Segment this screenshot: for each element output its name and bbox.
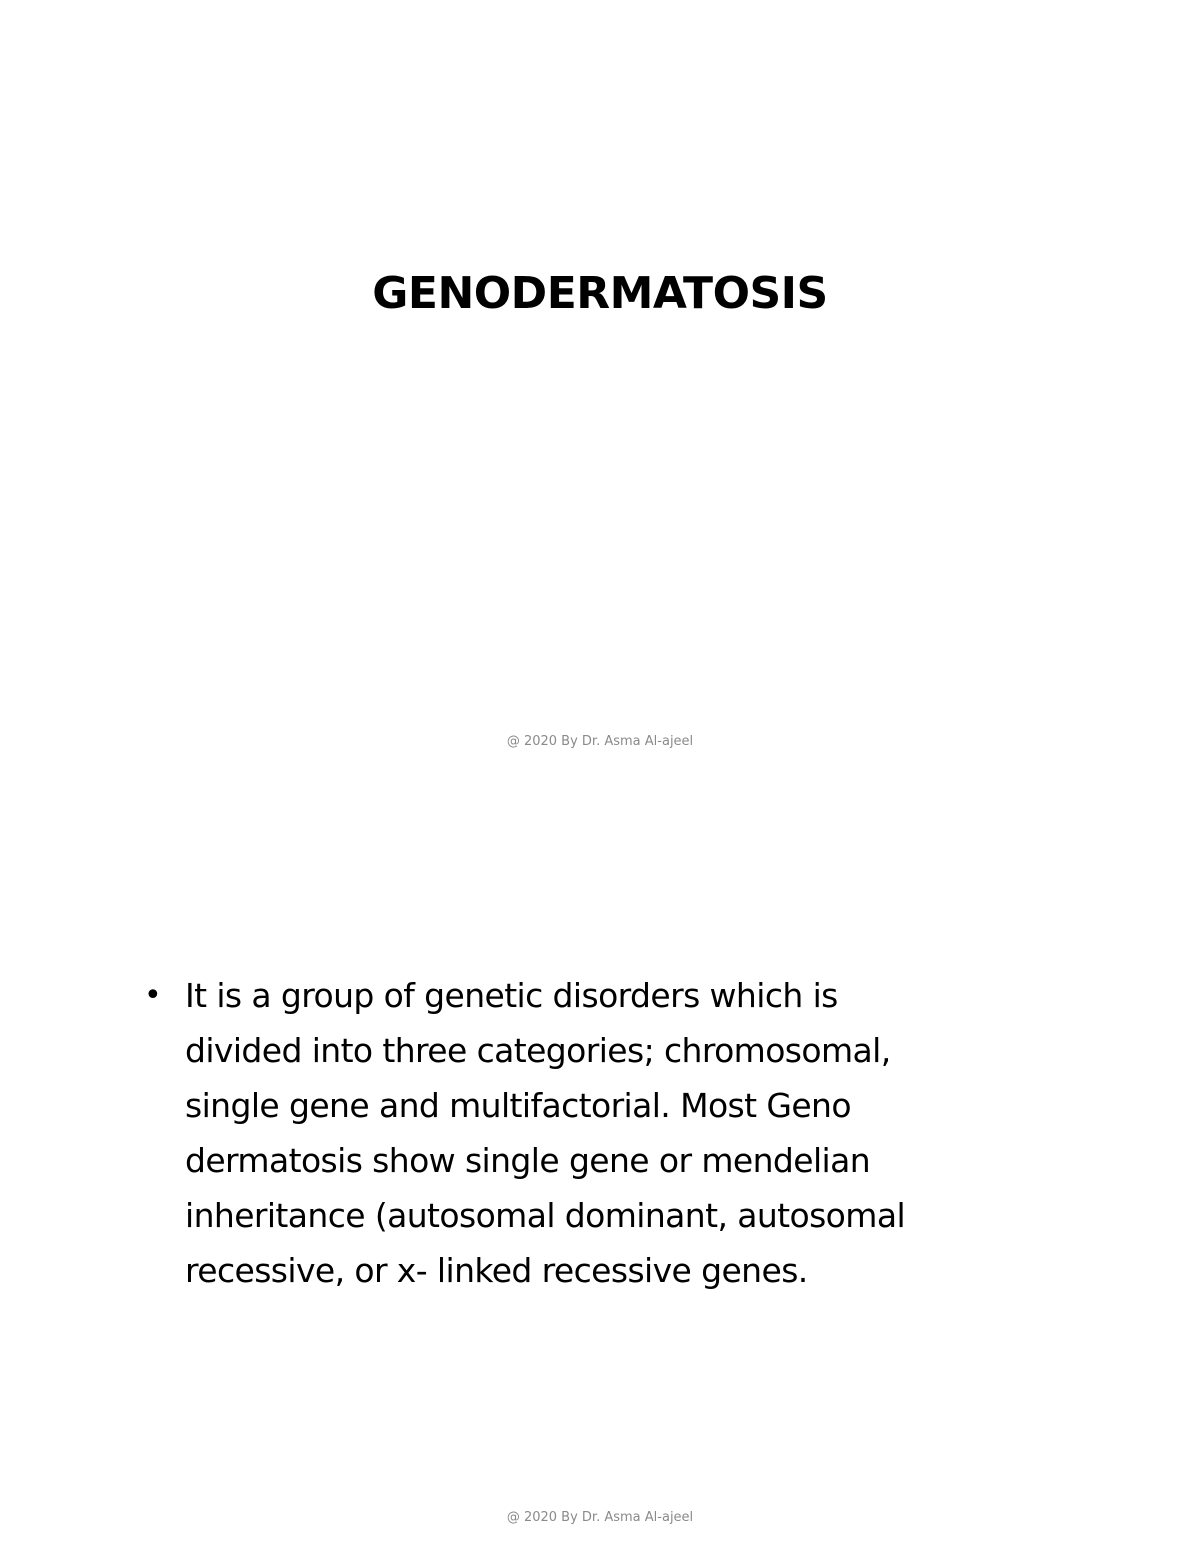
page-title: GENODERMATOSIS xyxy=(372,268,828,319)
bullet-line: inheritance (autosomal dominant, autosomal xyxy=(185,1196,906,1235)
bullet-list xyxy=(138,968,1058,1298)
bullet-item xyxy=(138,968,1058,1298)
bullet-line: recessive, or x- linked recessive genes. xyxy=(185,1251,808,1290)
bullet-line: It is a group of genetic disorders which is xyxy=(185,976,838,1015)
footer-copyright-top: @ 2020 By Dr. Asma Al-ajeel xyxy=(506,734,694,749)
bullet-line: divided into three categories; chromosomal, xyxy=(185,1031,891,1070)
bullet-line: single gene and multifactorial. Most Geno xyxy=(185,1086,851,1125)
bullet-line: dermatosis show single gene or mendelian xyxy=(185,1141,871,1180)
footer-copyright-bottom: @ 2020 By Dr. Asma Al-ajeel xyxy=(506,1510,694,1525)
bullet-marker: • xyxy=(144,978,162,1013)
